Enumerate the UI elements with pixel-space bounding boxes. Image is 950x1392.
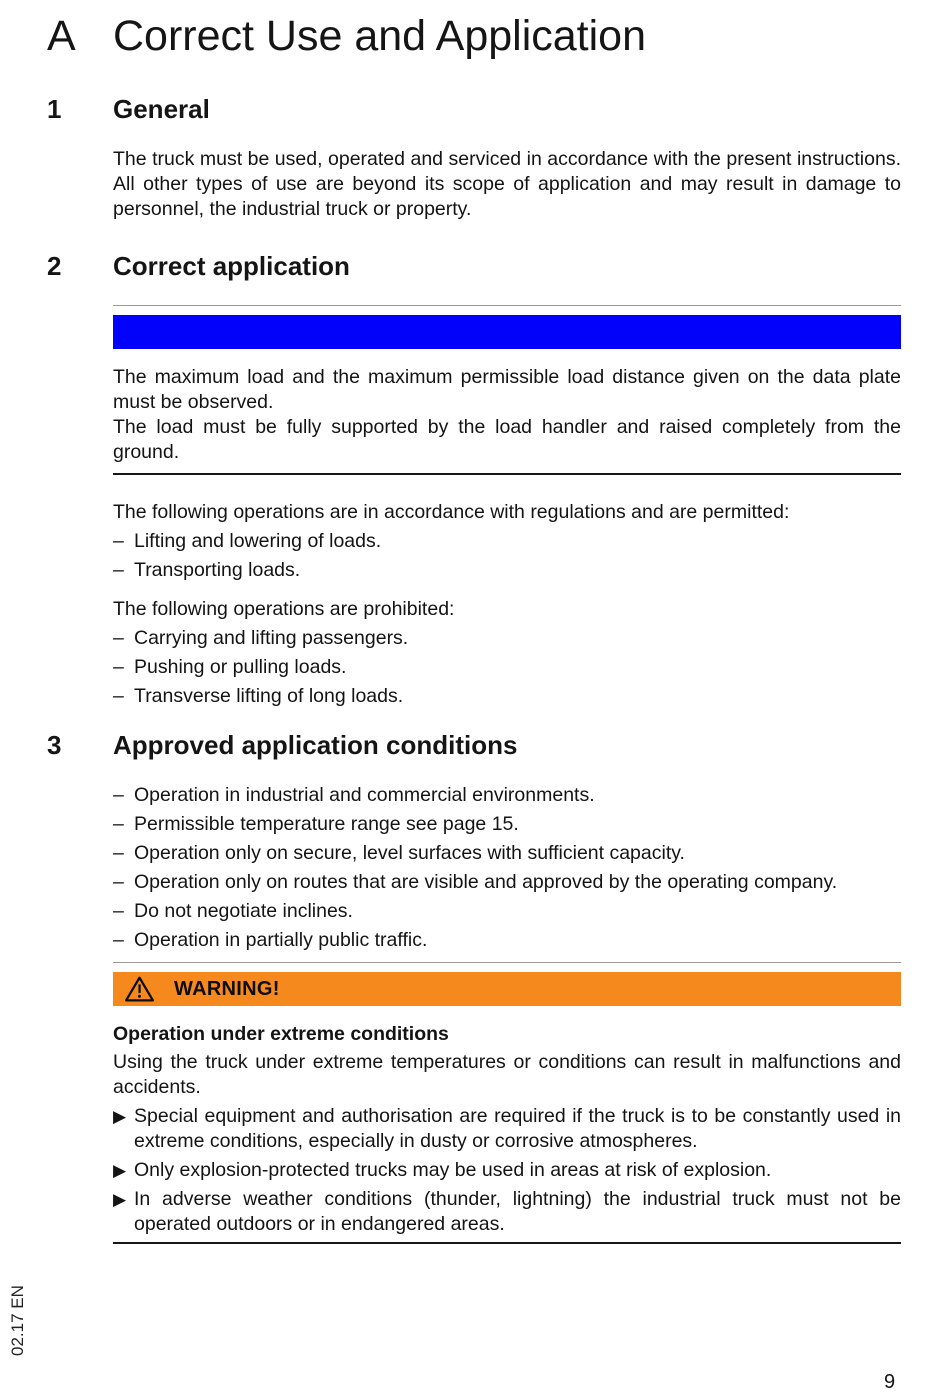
instruction-text: Only explosion-protected trucks may be used in areas at risk of explosion. <box>134 1159 772 1181</box>
list-item-text: Operation only on routes that are visible and approved by the operating company. <box>134 871 838 893</box>
warning-triangle-icon <box>124 975 155 1003</box>
list-item <box>113 655 901 680</box>
list-item <box>113 626 901 651</box>
list-item-text: Transverse lifting of long loads. <box>134 685 404 707</box>
warning-body: Using the truck under extreme temperatures or conditions can result in malfunctions and accidents. <box>113 1051 901 1098</box>
dash-bullet: – <box>113 929 124 951</box>
dash-bullet: – <box>113 813 124 835</box>
instruction-text: In adverse weather conditions (thunder, lightning) the industrial truck must not be operated outdoors or in endangered areas. <box>134 1188 901 1235</box>
dash-bullet: – <box>113 842 124 864</box>
arrow-bullet: ▶ <box>113 1190 127 1209</box>
list-item <box>113 841 901 866</box>
list-item-text: Lifting and lowering of loads. <box>134 530 382 552</box>
section-title: Correct application <box>113 251 350 281</box>
revision-code: 02.17 EN <box>8 1285 27 1356</box>
prohibited-intro: The following operations are prohibited: <box>113 598 455 620</box>
section-title: Approved application conditions <box>113 730 518 760</box>
instruction-text: Special equipment and authorisation are required if the truck is to be constantly used in extreme conditions, especially in dusty or corrosive atmospheres. <box>134 1105 901 1152</box>
section-number: 2 <box>47 251 62 281</box>
section-heading-approved-conditions <box>47 731 901 759</box>
page-number: 9 <box>884 1371 896 1392</box>
section-number: 1 <box>47 94 62 124</box>
instruction-item <box>113 1158 901 1183</box>
list-item <box>113 870 901 895</box>
general-paragraph: The truck must be used, operated and serviced in accordance with the present instructions. All other types of use are beyond its scope of application and may result in damage to personnel, the industrial truck or property. <box>113 148 901 220</box>
section-title: General <box>113 94 210 124</box>
permitted-intro: The following operations are in accordance with regulations and are permitted: <box>113 501 790 523</box>
arrow-bullet: ▶ <box>113 1161 127 1180</box>
warning-header-bar <box>113 972 901 1006</box>
dash-bullet: – <box>113 627 124 649</box>
dash-bullet: – <box>113 530 124 552</box>
list-item-text: Permissible temperature range see page 15. <box>134 813 519 835</box>
list-item-text: Operation only on secure, level surfaces with sufficient capacity. <box>134 842 685 864</box>
dash-bullet: – <box>113 656 124 678</box>
dash-bullet: – <box>113 871 124 893</box>
warning-box-bottom-rule <box>113 1242 901 1244</box>
notice-box-top-border <box>113 305 901 306</box>
list-item-text: Do not negotiate inclines. <box>134 900 353 922</box>
section-heading-correct-application <box>47 252 901 280</box>
list-item-text: Operation in industrial and commercial environments. <box>134 784 595 806</box>
list-item <box>113 558 901 583</box>
warning-heading: Operation under extreme conditions <box>113 1023 449 1045</box>
permitted-list <box>113 529 901 583</box>
warning-box-top-border <box>113 962 901 963</box>
notice-body-line: The maximum load and the maximum permissible load distance given on the data plate must be observed. <box>113 366 901 413</box>
list-item-text: Transporting loads. <box>134 559 301 581</box>
dash-bullet: – <box>113 900 124 922</box>
arrow-bullet: ▶ <box>113 1107 127 1126</box>
list-item <box>113 529 901 554</box>
notice-body-line: The load must be fully supported by the load handler and raised completely from the ground. <box>113 416 901 463</box>
warning-instructions <box>113 1104 901 1237</box>
list-item-text: Carrying and lifting passengers. <box>134 627 409 649</box>
warning-label: WARNING! <box>174 977 280 1000</box>
list-item <box>113 812 901 837</box>
dash-bullet: – <box>113 559 124 581</box>
list-item <box>113 783 901 808</box>
list-item-text: Pushing or pulling loads. <box>134 656 347 678</box>
chapter-heading <box>47 13 901 59</box>
list-item <box>113 899 901 924</box>
list-item <box>113 928 901 953</box>
list-item-text: Operation in partially public traffic. <box>134 929 428 951</box>
approved-conditions-list <box>113 783 901 953</box>
dash-bullet: – <box>113 784 124 806</box>
prohibited-list <box>113 626 901 709</box>
dash-bullet: – <box>113 685 124 707</box>
chapter-title: Correct Use and Application <box>113 12 647 60</box>
section-number: 3 <box>47 730 62 760</box>
instruction-item <box>113 1187 901 1237</box>
chapter-letter: A <box>47 12 76 60</box>
notice-box-bottom-rule <box>113 473 901 475</box>
notice-body <box>113 365 901 465</box>
section-heading-general <box>47 95 901 123</box>
instruction-item <box>113 1104 901 1154</box>
list-item <box>113 684 901 709</box>
notice-header-bar <box>113 315 901 349</box>
